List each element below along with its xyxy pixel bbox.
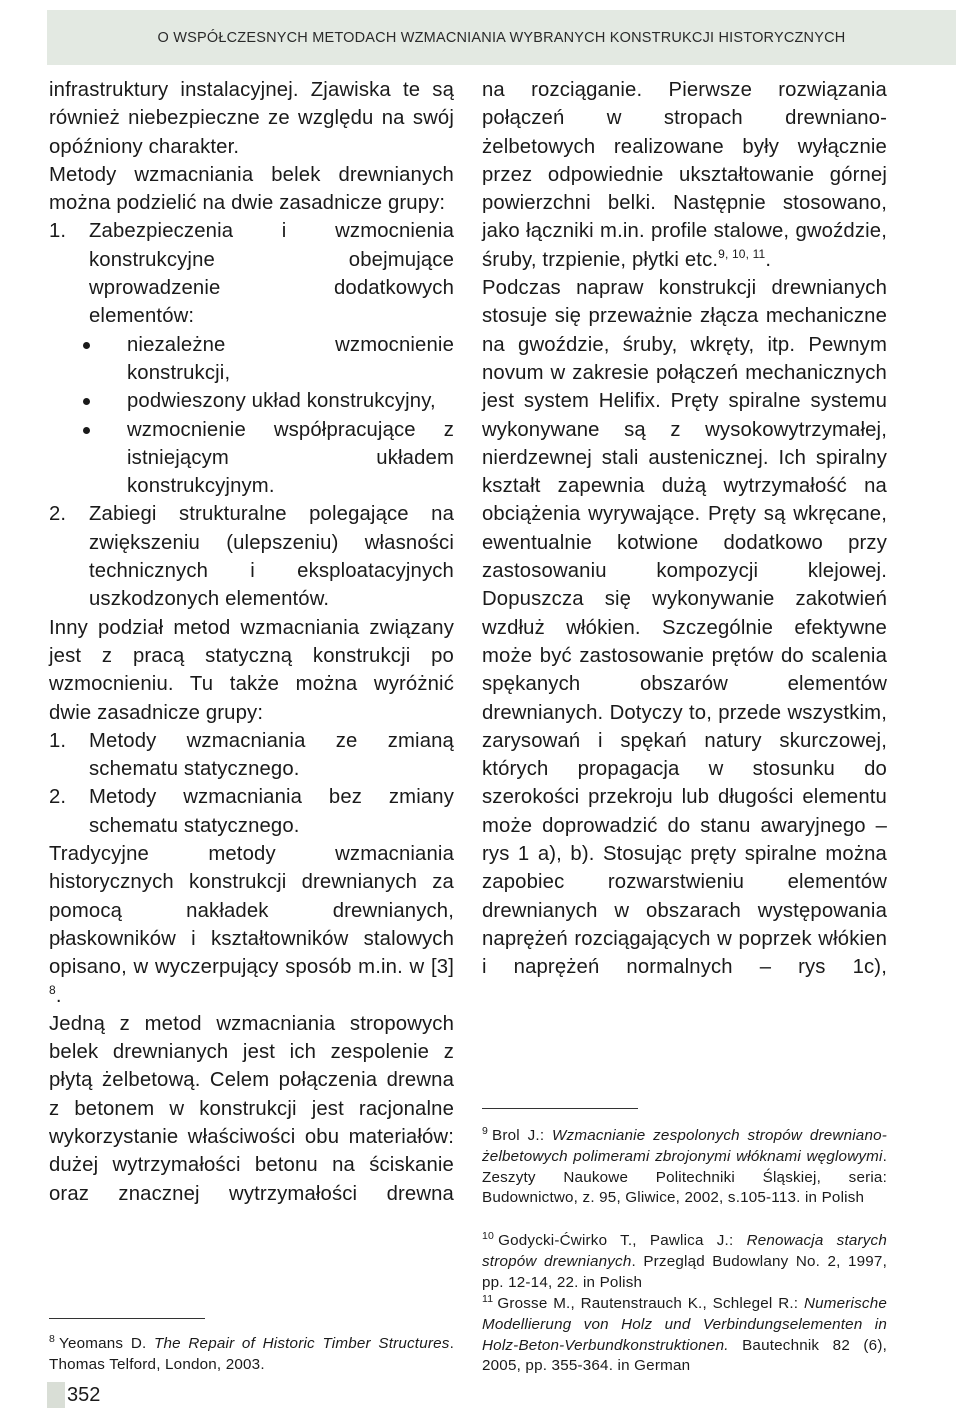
bullet-icon: [49, 387, 127, 415]
bullet-item: [49, 416, 454, 501]
footnote-rest: . Zeszyty Naukowe Politechniki Śląskiej, seria: Budownictwo, z. 95, Gliwice, 2002, s.105-113. in Polish: [482, 1147, 887, 1207]
paragraph-text: na rozciąganie. Pierwsze rozwiązania połączeń w stropach drewniano-żelbetowych realizowane były wyłącznie przez odpowiednie ukształtowanie górnej powierzchni belki. Następnie stosowano, jako łączniki m.in. profile stalowe, gwoździe, śruby, trzpienie, płytki etc.: [482, 79, 887, 271]
paragraph-end: .: [55, 984, 62, 1007]
footnote-author: Brol J.:: [492, 1127, 553, 1144]
bullet-item: [49, 387, 454, 415]
footnote-ref: 9, 10, 11: [718, 247, 766, 262]
paragraph: Jedną z metod wzmacniania stropowych belek drewnianych jest ich zespolenie z płytą żelbetową. Celem połączenia drewna z betonem w konstrukcji jest racjonalne wykorzystanie właściwości obu materiałów: dużej wytrzymałości betonu na ściskanie oraz znacznej wytrzymałości drewna: [49, 1012, 454, 1205]
footnote-title: The Repair of Historic Timber Structures: [154, 1335, 450, 1352]
numbered-item: [49, 727, 454, 784]
page-number: [47, 1382, 100, 1408]
footnote-rest: Bautechnik 82 (6), 2005, pp. 355-364. in German: [482, 1336, 887, 1375]
footnote-11: [482, 1294, 887, 1377]
footnote-ref: 8: [49, 982, 56, 997]
header-title: O WSPÓŁCZESNYCH METODACH WZMACNIANIA WYBRANYCH KONSTRUKCJI HISTORYCZNYCH: [157, 29, 846, 46]
numbered-item: [49, 783, 454, 840]
bullet-text: wzmocnienie współpracujące z istniejącym układem konstrukcyjnym.: [127, 418, 454, 498]
paragraph: [49, 840, 454, 1010]
running-header: [47, 10, 956, 65]
item-text: Metody wzmacniania ze zmianą schematu statycznego.: [89, 729, 454, 781]
item-number: 1.: [49, 220, 67, 243]
paragraph: [482, 76, 887, 274]
bullet-item: [49, 331, 454, 388]
footnote-rest: . Przegląd Budowlany No. 2, 1997, pp. 12-14, 22. in Polish: [482, 1252, 888, 1291]
footnote-10: [482, 1231, 887, 1293]
numbered-item: [49, 500, 454, 613]
left-column: [49, 76, 454, 1208]
bullet-text: podwieszony układ konstrukcyjny,: [127, 390, 436, 413]
footnote-title: Renowacja starych stropów drewnianych: [482, 1232, 888, 1270]
paragraph: Metody wzmacniania belek drewnianych można podzielić na dwie zasadnicze grupy:: [49, 163, 454, 215]
bullet-text: niezależne wzmocnienie konstrukcji,: [127, 333, 454, 384]
footnote-rest: . Thomas Telford, London, 2003.: [49, 1335, 454, 1373]
item-text: Zabezpieczenia i wzmocnienia konstrukcyjne obejmujące wprowadzenie dodatkowych elementów:: [89, 220, 454, 328]
paragraph: infrastruktury instalacyjnej. Zjawiska te są również niebezpieczne ze względu na swój opóźniony charakter.: [49, 79, 454, 158]
footnote-author: Grosse M., Rautenstrauch K., Schlegel R.:: [497, 1295, 804, 1312]
footnote-number: 8: [49, 1332, 56, 1345]
paragraph: Podczas napraw konstrukcji drewnianych stosuje się przeważnie złącza mechaniczne na gwoździe, śruby, wkręty, itp. Pewnym novum w zakresie połączeń mechanicznych jest system Helifix. Pręty spiralne systemu wykonywane są z wysokowytrzymałej, nierdzewnej stali austenicznej. Ich spiralny kształt zapewnia dużą wytrzymałość na obciążenia wyrywające. Pręty są wkręcane, ewentualnie kotwione dodatkowo przy zastosowaniu kompozycji klejowej. Dopuszcza się wykonywanie zakotwień wzdłuż włókien. Szczególnie efektywne może być zastosowanie prętów do scalenia spękanych obszarów elementów drewnianych. Dotyczy to, przede wszystkim, zarysowań i spękań natury skurczowej, których propagacja w stosunku do szerokości przekroju lub długości elementu może doprowadzić do stanu awaryjnego – rys 1 a), b). Stosując pręty spiralne można zapobiec rozwarstwieniu elementów drewnianych w obszarach występowania naprężeń rozciągających w poprzek włókien i naprężeń normalnych – rys 1c),: [482, 277, 887, 979]
bullet-icon: [49, 416, 127, 501]
footnote-title: Numerische Modellierung von Holz und Verbindungselementen in Holz-Beton-Verbundkonstruktionen.: [482, 1295, 887, 1354]
paragraph-text: Tradycyjne metody wzmacniania historycznych konstrukcji drewnianych za pomocą nakładek drewnianych, płaskowników i kształtowników stalowych opisano, w wyczerpujący sposób m.in. w [3]: [49, 843, 454, 979]
right-column: [482, 76, 887, 982]
page-number-marker: [47, 1382, 65, 1408]
footnote-number: 9: [482, 1124, 489, 1137]
numbered-item: [49, 217, 454, 330]
footnote-number: 10: [482, 1229, 495, 1242]
footnote-title: Wzmacnianie zespolonych stropów drewniano-żelbetowych polimerami zbrojonymi włóknami węglowymi: [482, 1127, 887, 1165]
item-number: 2.: [49, 503, 67, 526]
item-number: 1.: [49, 729, 67, 752]
paragraph-end: .: [765, 248, 772, 271]
item-text: Zabiegi strukturalne polegające na zwiększeniu (ulepszeniu) własności technicznych i eksploatacyjnych uszkodzonych elementów.: [89, 503, 454, 611]
paragraph: Inny podział metod wzmacniania związany jest z pracą statyczną konstrukcji po wzmocnieniu. Tu także można wyróżnić dwie zasadnicze grupy:: [49, 616, 454, 724]
footnote-separator: [482, 1108, 638, 1109]
item-number: 2.: [49, 786, 67, 809]
footnote-author: Yeomans D.: [59, 1335, 155, 1352]
footnote-8: [49, 1334, 454, 1376]
footnote-author: Godycki-Ćwirko T., Pawlica J.:: [498, 1232, 747, 1249]
footnote-separator: [49, 1318, 205, 1319]
footnote-9: [482, 1126, 887, 1209]
bullet-icon: [49, 331, 127, 388]
item-text: Metody wzmacniania bez zmiany schematu statycznego.: [89, 786, 454, 837]
footnote-number: 11: [482, 1292, 494, 1305]
page-number-text: 352: [67, 1383, 101, 1406]
